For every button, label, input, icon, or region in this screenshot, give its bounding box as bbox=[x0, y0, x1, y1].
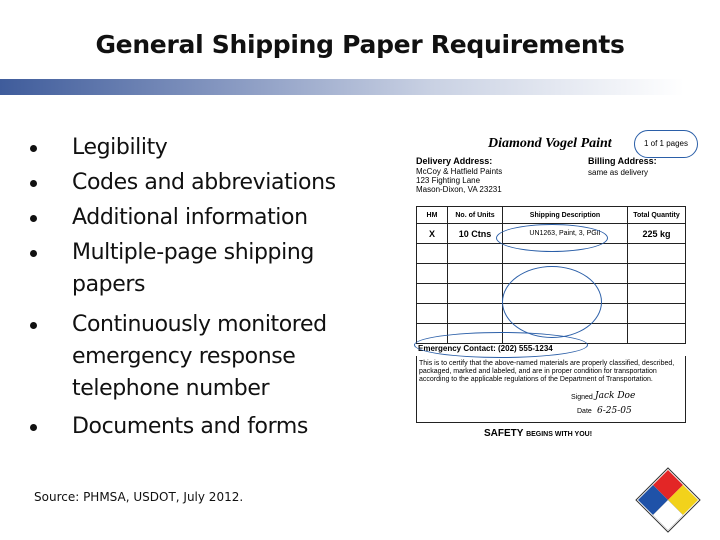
signed-label: Signed bbox=[571, 394, 593, 401]
bullet-item bbox=[30, 237, 370, 301]
bullet-item bbox=[30, 167, 370, 198]
company-name: Diamond Vogel Paint bbox=[488, 136, 612, 151]
emergency-contact: Emergency Contact: (202) 555-1234 bbox=[418, 344, 553, 353]
bullet-text: Multiple-page shipping papers bbox=[72, 240, 314, 297]
bullet-dot-icon bbox=[30, 215, 37, 222]
bullet-item bbox=[30, 309, 370, 405]
bullet-text: Continuously monitored emergency response telephone number bbox=[72, 312, 327, 401]
bullet-item bbox=[30, 132, 370, 163]
certification-box bbox=[416, 356, 686, 423]
column-header: No. of Units bbox=[448, 207, 503, 224]
quantity-cell: 225 kg bbox=[628, 224, 686, 244]
source-citation: Source: PHMSA, USDOT, July 2012. bbox=[34, 490, 244, 504]
emergency-highlight-oval bbox=[414, 332, 588, 358]
date-label: Date bbox=[577, 408, 592, 415]
bullet-dot-icon bbox=[30, 250, 37, 257]
units-cell: 10 Ctns bbox=[448, 224, 503, 244]
bullet-item bbox=[30, 411, 370, 442]
requirements-list bbox=[30, 132, 370, 446]
safety-slogan-rest: BEGINS WITH YOU! bbox=[526, 431, 593, 438]
delivery-address-line: Mason-Dixon, VA 23231 bbox=[416, 185, 502, 194]
billing-address-label: Billing Address: bbox=[588, 156, 657, 166]
blank-rows-highlight-oval bbox=[502, 266, 602, 338]
shipping-paper-image bbox=[398, 126, 698, 444]
description-highlight-oval bbox=[496, 224, 608, 252]
column-header: HM bbox=[417, 207, 448, 224]
billing-address-value: same as delivery bbox=[588, 168, 649, 177]
delivery-address-line: McCoy & Hatfield Paints bbox=[416, 167, 503, 176]
hazard-diamond-icon bbox=[634, 466, 702, 534]
column-header: Shipping Description bbox=[503, 207, 628, 224]
bullet-dot-icon bbox=[30, 145, 37, 152]
title-accent-band bbox=[0, 79, 720, 95]
page-number: 46 bbox=[660, 506, 674, 519]
safety-slogan bbox=[484, 428, 592, 439]
bullet-item bbox=[30, 202, 370, 233]
table-header-row bbox=[417, 207, 686, 224]
bullet-dot-icon bbox=[30, 180, 37, 187]
bullet-dot-icon bbox=[30, 322, 37, 329]
signature: Jack Doe bbox=[595, 391, 636, 401]
bullet-text: Legibility bbox=[72, 135, 168, 160]
page-count: 1 of 1 pages bbox=[634, 130, 698, 158]
delivery-address-label: Delivery Address: bbox=[416, 156, 493, 166]
hm-cell: X bbox=[417, 224, 448, 244]
description-cell: UN1263, Paint, 3, PGII bbox=[503, 224, 628, 244]
slide-title: General Shipping Paper Requirements bbox=[95, 30, 625, 59]
bullet-text: Codes and abbreviations bbox=[72, 170, 336, 195]
date-value: 6-25-05 bbox=[597, 406, 632, 416]
safety-slogan-main: SAFETY bbox=[484, 428, 524, 439]
certification-text: This is to certify that the above-named materials are properly classified, described, packaged, marked and labeled, and are in proper condition for transportation according to the applicable regulations of the Department of Transportation. bbox=[419, 360, 675, 383]
bullet-dot-icon bbox=[30, 424, 37, 431]
bullet-text: Documents and forms bbox=[72, 414, 308, 439]
column-header: Total Quantity bbox=[628, 207, 686, 224]
delivery-address-line: 123 Fighting Lane bbox=[416, 176, 481, 185]
bullet-text: Additional information bbox=[72, 205, 308, 230]
